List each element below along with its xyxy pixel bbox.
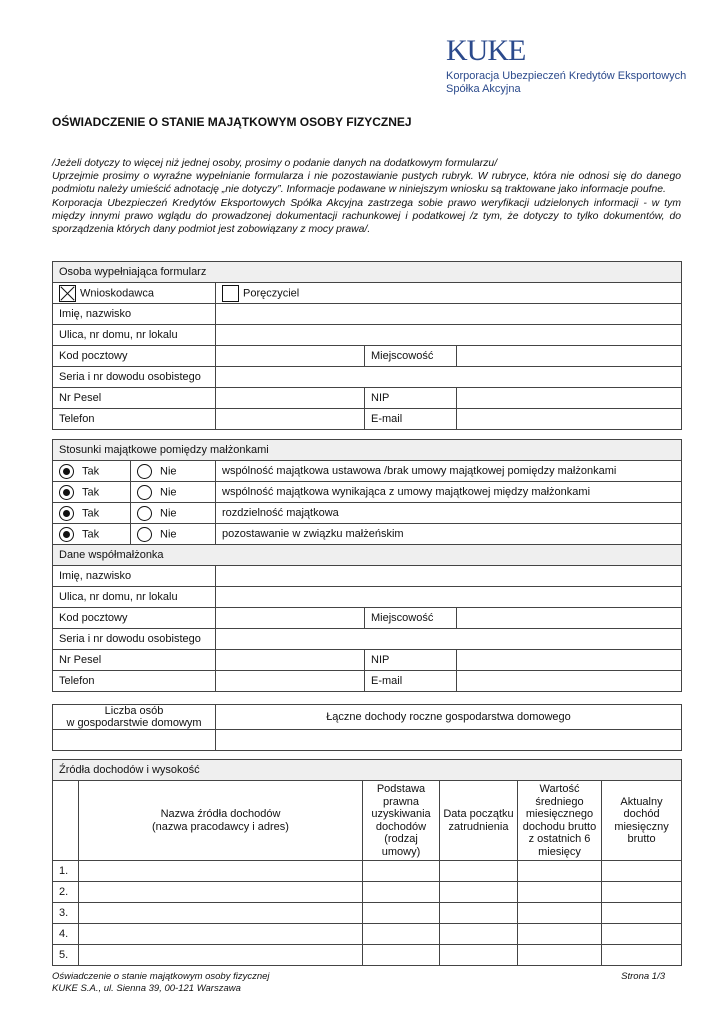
spouse-name-field[interactable] xyxy=(216,566,682,587)
yes-option[interactable] xyxy=(53,461,131,482)
start-date-field[interactable] xyxy=(440,924,518,945)
spouse-pesel-label: Nr Pesel xyxy=(53,650,216,671)
radio-yes[interactable] xyxy=(59,506,74,521)
spouse-email-label: E-mail xyxy=(365,671,457,692)
legal-basis-field[interactable] xyxy=(363,861,440,882)
spouse-id-label: Seria i nr dowodu osobistego xyxy=(53,629,216,650)
income-source-field[interactable] xyxy=(79,882,363,903)
street-field[interactable] xyxy=(216,325,682,346)
city-label: Miejscowość xyxy=(365,346,457,367)
current-income-field[interactable] xyxy=(602,903,682,924)
average-income-field[interactable] xyxy=(518,861,602,882)
row-number: 5. xyxy=(53,945,79,966)
yes-option[interactable] xyxy=(53,482,131,503)
row-number: 1. xyxy=(53,861,79,882)
spouse-postal-field[interactable] xyxy=(216,608,365,629)
average-income-field[interactable] xyxy=(518,903,602,924)
company-name-line1: Korporacja Ubezpieczeń Kredytów Eksportowych xyxy=(446,70,687,82)
no-label: Nie xyxy=(160,527,177,540)
applicant-label: Wnioskodawca xyxy=(80,286,154,299)
income-source-field[interactable] xyxy=(79,924,363,945)
average-income-field[interactable] xyxy=(518,882,602,903)
logo-mark: KUKE xyxy=(446,34,526,67)
average-income-field[interactable] xyxy=(518,945,602,966)
household-income-header: Łączne dochody roczne gospodarstwa domowego xyxy=(216,705,682,730)
property-regime-label: wspólność majątkowa ustawowa /brak umowy majątkowej pomiędzy małżonkami xyxy=(216,461,682,482)
current-income-field[interactable] xyxy=(602,945,682,966)
footer-doc-title: Oświadczenie o stanie majątkowym osoby fizycznej xyxy=(52,971,270,982)
guarantor-option[interactable] xyxy=(216,283,682,304)
radio-no[interactable] xyxy=(137,485,152,500)
intro-p2: Uprzejmie prosimy o wyraźne wypełnianie formularza i nie pozostawianie pustych rubryk. W rubryce, która nie odnosi się do danego podmiotu należy umieścić adnotację „nie dotyczy”. Informacje podawane w niniejszym wniosku są traktowane jako informacje poufne. xyxy=(52,171,681,196)
no-option[interactable] xyxy=(131,461,216,482)
income-sources-table xyxy=(52,759,682,966)
radio-no[interactable] xyxy=(137,464,152,479)
no-option[interactable] xyxy=(131,482,216,503)
spouse-city-label: Miejscowość xyxy=(365,608,457,629)
legal-basis-field[interactable] xyxy=(363,945,440,966)
company-name-line2: Spółka Akcyjna xyxy=(446,83,521,95)
intro-text xyxy=(52,157,681,236)
page-number: Strona 1/3 xyxy=(621,971,665,982)
yes-option[interactable] xyxy=(53,503,131,524)
spouse-header: Dane współmałżonka xyxy=(53,545,682,566)
household-size-l1: Liczba osób xyxy=(104,705,164,717)
radio-yes[interactable] xyxy=(59,485,74,500)
household-size-header xyxy=(53,705,216,730)
no-option[interactable] xyxy=(131,524,216,545)
guarantor-label: Poręczyciel xyxy=(243,286,300,299)
start-date-field[interactable] xyxy=(440,882,518,903)
household-income-field[interactable] xyxy=(216,730,682,751)
name-label: Imię, nazwisko xyxy=(53,304,216,325)
income-source-name-l2: (nazwa pracodawcy i adres) xyxy=(152,820,289,833)
income-source-field[interactable] xyxy=(79,903,363,924)
applicant-checkbox[interactable] xyxy=(59,285,76,302)
start-date-field[interactable] xyxy=(440,903,518,924)
spouse-phone-field[interactable] xyxy=(216,671,365,692)
spouse-street-field[interactable] xyxy=(216,587,682,608)
id-label: Seria i nr dowodu osobistego xyxy=(53,367,216,388)
postal-field[interactable] xyxy=(216,346,365,367)
postal-label: Kod pocztowy xyxy=(53,346,216,367)
current-income-field[interactable] xyxy=(602,924,682,945)
yes-label: Tak xyxy=(82,485,100,498)
nip-label: NIP xyxy=(365,388,457,409)
legal-basis-field[interactable] xyxy=(363,882,440,903)
legal-basis-field[interactable] xyxy=(363,924,440,945)
city-field[interactable] xyxy=(457,346,682,367)
property-regime-label: rozdzielność majątkowa xyxy=(216,503,682,524)
email-field[interactable] xyxy=(457,409,682,430)
street-label: Ulica, nr domu, nr lokalu xyxy=(53,325,216,346)
spouse-city-field[interactable] xyxy=(457,608,682,629)
phone-label: Telefon xyxy=(53,409,216,430)
nip-field[interactable] xyxy=(457,388,682,409)
phone-field[interactable] xyxy=(216,409,365,430)
property-regime-label: wspólność majątkowa wynikająca z umowy majątkowej między małżonkami xyxy=(216,482,682,503)
start-date-field[interactable] xyxy=(440,945,518,966)
current-income-field[interactable] xyxy=(602,882,682,903)
average-income-field[interactable] xyxy=(518,924,602,945)
radio-no[interactable] xyxy=(137,527,152,542)
company-name xyxy=(446,70,686,96)
average-income-header: Wartość średniego miesięcznego dochodu brutto z ostatnich 6 miesięcy xyxy=(518,781,602,861)
legal-basis-field[interactable] xyxy=(363,903,440,924)
yes-option[interactable] xyxy=(53,524,131,545)
current-income-field[interactable] xyxy=(602,861,682,882)
spouse-email-field[interactable] xyxy=(457,671,682,692)
id-field[interactable] xyxy=(216,367,682,388)
income-source-field[interactable] xyxy=(79,861,363,882)
spouse-street-label: Ulica, nr domu, nr lokalu xyxy=(53,587,216,608)
radio-no[interactable] xyxy=(137,506,152,521)
page-title: OŚWIADCZENIE O STANIE MAJĄTKOWYM OSOBY FIZYCZNEJ xyxy=(52,115,412,129)
start-date-field[interactable] xyxy=(440,861,518,882)
no-option[interactable] xyxy=(131,503,216,524)
no-label: Nie xyxy=(160,485,177,498)
intro-p1: /Jeżeli dotyczy to więcej niż jednej osoby, prosimy o podanie danych na dodatkowym formularzu/ xyxy=(52,158,498,169)
spouse-phone-label: Telefon xyxy=(53,671,216,692)
yes-label: Tak xyxy=(82,506,100,519)
row-number: 3. xyxy=(53,903,79,924)
spouse-id-field[interactable] xyxy=(216,629,682,650)
marital-property-table xyxy=(52,439,682,692)
spouse-postal-label: Kod pocztowy xyxy=(53,608,216,629)
radio-yes[interactable] xyxy=(59,527,74,542)
radio-yes[interactable] xyxy=(59,464,74,479)
spouse-nip-label: NIP xyxy=(365,650,457,671)
household-table xyxy=(52,704,682,751)
footer xyxy=(52,971,270,995)
income-source-name-header xyxy=(79,781,363,861)
no-label: Nie xyxy=(160,464,177,477)
spouse-nip-field[interactable] xyxy=(457,650,682,671)
section-header: Stosunki majątkowe pomiędzy małżonkami xyxy=(53,440,682,461)
income-source-name-l1: Nazwa źródła dochodów xyxy=(160,808,281,820)
form-filler-table xyxy=(52,261,682,430)
yes-label: Tak xyxy=(82,527,100,540)
section-header: Źródła dochodów i wysokość xyxy=(53,760,682,781)
yes-label: Tak xyxy=(82,464,100,477)
current-income-header: Aktualny dochód miesięczny brutto xyxy=(602,781,682,861)
legal-basis-header: Podstawa prawna uzyskiwania dochodów (rodzaj umowy) xyxy=(363,781,440,861)
start-date-header: Data początku zatrudnienia xyxy=(440,781,518,861)
pesel-label: Nr Pesel xyxy=(53,388,216,409)
footer-address: KUKE S.A., ul. Sienna 39, 00-121 Warszawa xyxy=(52,983,241,994)
no-label: Nie xyxy=(160,506,177,519)
spouse-name-label: Imię, nazwisko xyxy=(53,566,216,587)
household-size-field[interactable] xyxy=(53,730,216,751)
household-size-l2: w gospodarstwie domowym xyxy=(66,717,202,729)
applicant-option[interactable] xyxy=(53,283,216,304)
row-number: 4. xyxy=(53,924,79,945)
row-number-header xyxy=(53,781,79,861)
row-number: 2. xyxy=(53,882,79,903)
spouse-pesel-field[interactable] xyxy=(216,650,365,671)
income-source-field[interactable] xyxy=(79,945,363,966)
name-field[interactable] xyxy=(216,304,682,325)
property-regime-label: pozostawanie w związku małżeńskim xyxy=(216,524,682,545)
guarantor-checkbox[interactable] xyxy=(222,285,239,302)
kuke-logo xyxy=(446,36,686,96)
section-header: Osoba wypełniająca formularz xyxy=(53,262,682,283)
pesel-field[interactable] xyxy=(216,388,365,409)
email-label: E-mail xyxy=(365,409,457,430)
intro-p3: Korporacja Ubezpieczeń Kredytów Eksportowych Spółka Akcyjna zastrzega sobie prawo weryfikacji udzielonych informacji - w tym między innymi prawo wglądu do prowadzonej dokumentacji rachunkowej i podatkowej /z tym, że dotyczy to tylko dokumentów, do sporządzenia których dany podmiot jest zobowiązany z mocy prawa/. xyxy=(52,197,681,236)
